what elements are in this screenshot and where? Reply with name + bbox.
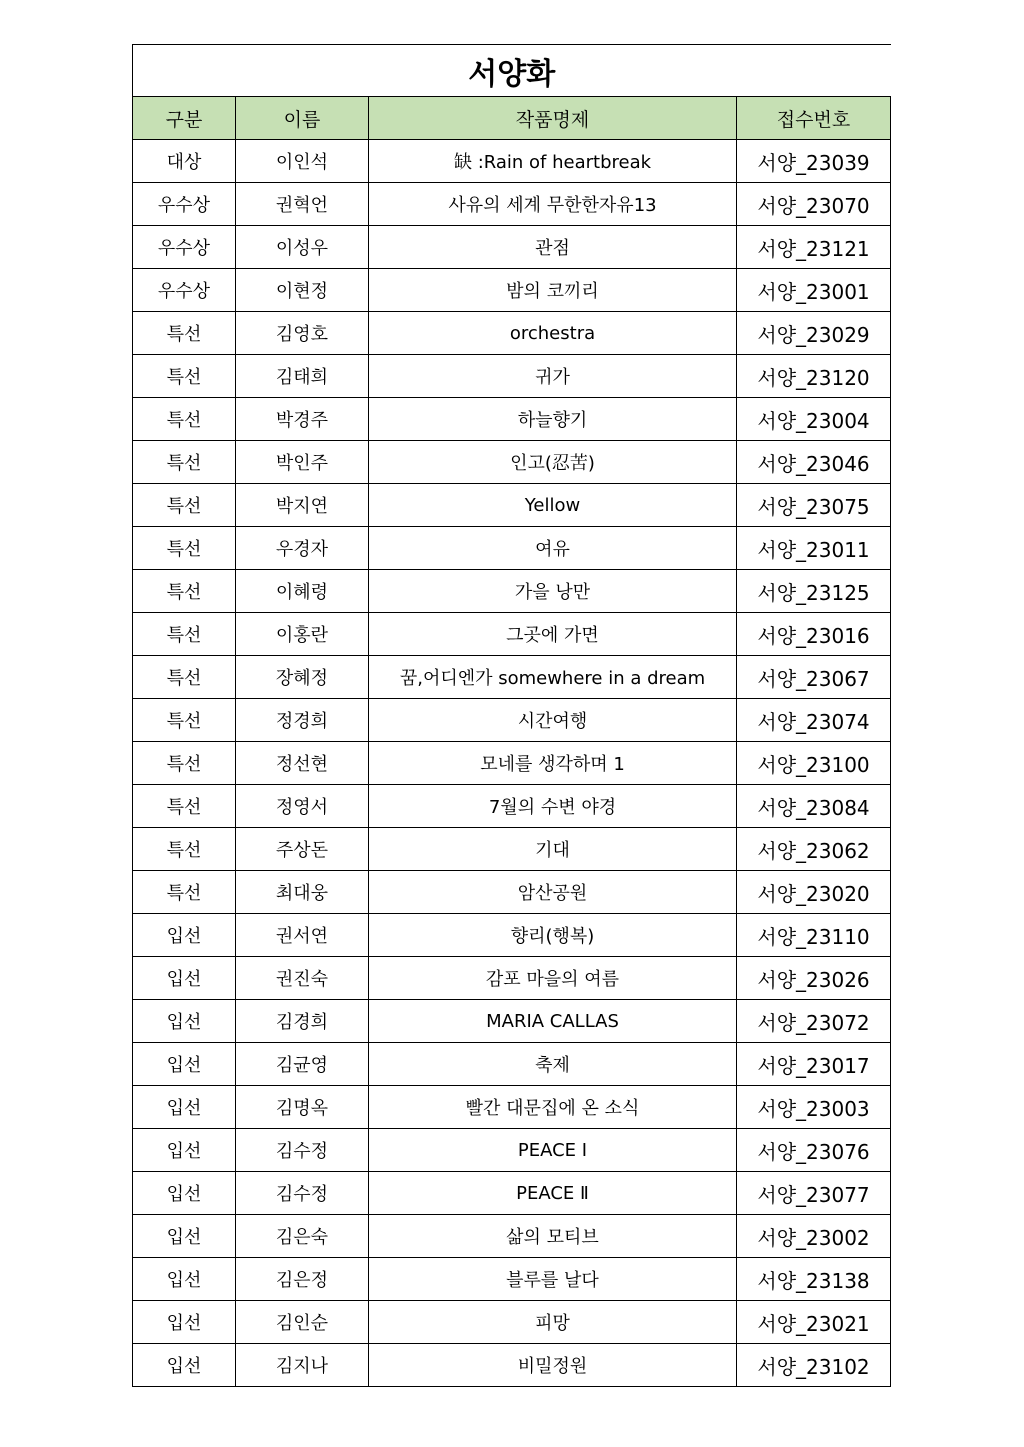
table-row [133,441,891,484]
cell-receipt-number: 서양_23067 [737,656,891,699]
cell-name: 김지나 [236,1344,369,1387]
cell-category: 입선 [133,1301,236,1344]
cell-receipt-number: 서양_23100 [737,742,891,785]
cell-name: 정선현 [236,742,369,785]
cell-work-title: Yellow [369,484,737,527]
cell-work-title: 하늘향기 [369,398,737,441]
cell-work-title: 축제 [369,1043,737,1086]
cell-work-title: 여유 [369,527,737,570]
cell-work-title: MARIA CALLAS [369,1000,737,1043]
table-row [133,1215,891,1258]
cell-category: 특선 [133,656,236,699]
header-work-title: 작품명제 [369,97,737,140]
cell-name: 장혜정 [236,656,369,699]
cell-work-title: 그곳에 가면 [369,613,737,656]
table-title: 서양화 [133,45,891,97]
cell-receipt-number: 서양_23075 [737,484,891,527]
cell-work-title: PEACE Ⅰ [369,1129,737,1172]
cell-category: 입선 [133,957,236,1000]
cell-category: 우수상 [133,226,236,269]
cell-receipt-number: 서양_23120 [737,355,891,398]
table-row [133,183,891,226]
cell-receipt-number: 서양_23026 [737,957,891,1000]
cell-name: 주상돈 [236,828,369,871]
cell-work-title: 모네를 생각하며 1 [369,742,737,785]
cell-work-title: 시간여행 [369,699,737,742]
cell-name: 김균영 [236,1043,369,1086]
table-row [133,1258,891,1301]
cell-receipt-number: 서양_23011 [737,527,891,570]
cell-work-title: 빨간 대문집에 온 소식 [369,1086,737,1129]
cell-category: 특선 [133,441,236,484]
cell-receipt-number: 서양_23084 [737,785,891,828]
cell-name: 이홍란 [236,613,369,656]
cell-name: 김수정 [236,1172,369,1215]
awards-sheet [132,44,890,1387]
cell-work-title: 꿈,어디엔가 somewhere in a dream [369,656,737,699]
table-row [133,1086,891,1129]
cell-name: 박지연 [236,484,369,527]
cell-receipt-number: 서양_23002 [737,1215,891,1258]
cell-name: 이성우 [236,226,369,269]
cell-receipt-number: 서양_23072 [737,1000,891,1043]
cell-category: 특선 [133,699,236,742]
cell-category: 우수상 [133,269,236,312]
table-row [133,1344,891,1387]
table-row [133,871,891,914]
table-row [133,914,891,957]
cell-category: 우수상 [133,183,236,226]
cell-work-title: 인고(忍苦) [369,441,737,484]
cell-name: 박인주 [236,441,369,484]
table-row [133,699,891,742]
cell-name: 김태희 [236,355,369,398]
cell-work-title: PEACE Ⅱ [369,1172,737,1215]
cell-category: 특선 [133,828,236,871]
cell-name: 박경주 [236,398,369,441]
cell-name: 김은숙 [236,1215,369,1258]
cell-receipt-number: 서양_23017 [737,1043,891,1086]
table-row [133,355,891,398]
table-row [133,957,891,1000]
cell-receipt-number: 서양_23077 [737,1172,891,1215]
cell-receipt-number: 서양_23016 [737,613,891,656]
cell-work-title: 관점 [369,226,737,269]
cell-category: 특선 [133,570,236,613]
cell-work-title: 향리(행복) [369,914,737,957]
header-category: 구분 [133,97,236,140]
cell-category: 특선 [133,398,236,441]
cell-receipt-number: 서양_23138 [737,1258,891,1301]
cell-category: 입선 [133,1344,236,1387]
table-row [133,613,891,656]
cell-category: 대상 [133,140,236,183]
cell-name: 김명옥 [236,1086,369,1129]
header-row [133,97,891,140]
cell-receipt-number: 서양_23021 [737,1301,891,1344]
cell-category: 입선 [133,1000,236,1043]
cell-name: 권혁언 [236,183,369,226]
cell-work-title: 缺 :Rain of heartbreak [369,140,737,183]
cell-receipt-number: 서양_23070 [737,183,891,226]
cell-category: 입선 [133,1086,236,1129]
cell-name: 이현정 [236,269,369,312]
cell-work-title: orchestra [369,312,737,355]
cell-name: 최대웅 [236,871,369,914]
cell-receipt-number: 서양_23003 [737,1086,891,1129]
table-row [133,570,891,613]
cell-name: 권서연 [236,914,369,957]
table-body [133,140,891,1387]
cell-category: 입선 [133,1129,236,1172]
table-row [133,1301,891,1344]
cell-work-title: 감포 마을의 여름 [369,957,737,1000]
cell-work-title: 사유의 세계 무한한자유13 [369,183,737,226]
cell-name: 이인석 [236,140,369,183]
cell-category: 입선 [133,914,236,957]
cell-name: 김영호 [236,312,369,355]
cell-name: 김수정 [236,1129,369,1172]
cell-work-title: 7월의 수변 야경 [369,785,737,828]
cell-category: 특선 [133,785,236,828]
table-row [133,1043,891,1086]
cell-name: 이혜령 [236,570,369,613]
table-row [133,484,891,527]
cell-work-title: 삶의 모티브 [369,1215,737,1258]
cell-name: 김인순 [236,1301,369,1344]
cell-receipt-number: 서양_23110 [737,914,891,957]
cell-receipt-number: 서양_23102 [737,1344,891,1387]
cell-work-title: 밤의 코끼리 [369,269,737,312]
cell-work-title: 기대 [369,828,737,871]
table-row [133,226,891,269]
cell-receipt-number: 서양_23046 [737,441,891,484]
table-row [133,828,891,871]
cell-category: 특선 [133,742,236,785]
cell-receipt-number: 서양_23001 [737,269,891,312]
cell-receipt-number: 서양_23074 [737,699,891,742]
cell-receipt-number: 서양_23004 [737,398,891,441]
table-row [133,140,891,183]
cell-name: 정경희 [236,699,369,742]
table-row [133,312,891,355]
table-row [133,1000,891,1043]
cell-category: 특선 [133,871,236,914]
awards-table [132,44,891,1387]
cell-name: 권진숙 [236,957,369,1000]
cell-receipt-number: 서양_23029 [737,312,891,355]
table-row [133,656,891,699]
cell-name: 정영서 [236,785,369,828]
cell-receipt-number: 서양_23121 [737,226,891,269]
cell-name: 김은정 [236,1258,369,1301]
cell-category: 특선 [133,613,236,656]
cell-receipt-number: 서양_23125 [737,570,891,613]
cell-work-title: 암산공원 [369,871,737,914]
cell-work-title: 피망 [369,1301,737,1344]
cell-receipt-number: 서양_23076 [737,1129,891,1172]
table-row [133,742,891,785]
cell-name: 김경희 [236,1000,369,1043]
cell-work-title: 블루를 날다 [369,1258,737,1301]
cell-category: 특선 [133,484,236,527]
cell-work-title: 비밀정원 [369,1344,737,1387]
cell-category: 입선 [133,1258,236,1301]
cell-work-title: 가을 낭만 [369,570,737,613]
table-row [133,398,891,441]
cell-receipt-number: 서양_23020 [737,871,891,914]
table-row [133,785,891,828]
cell-category: 특선 [133,312,236,355]
cell-category: 입선 [133,1043,236,1086]
table-row [133,269,891,312]
header-receipt-number: 접수번호 [737,97,891,140]
cell-receipt-number: 서양_23062 [737,828,891,871]
table-row [133,527,891,570]
cell-category: 특선 [133,527,236,570]
cell-name: 우경자 [236,527,369,570]
cell-category: 입선 [133,1172,236,1215]
header-name: 이름 [236,97,369,140]
cell-work-title: 귀가 [369,355,737,398]
cell-category: 입선 [133,1215,236,1258]
cell-receipt-number: 서양_23039 [737,140,891,183]
table-row [133,1129,891,1172]
table-row [133,1172,891,1215]
cell-category: 특선 [133,355,236,398]
